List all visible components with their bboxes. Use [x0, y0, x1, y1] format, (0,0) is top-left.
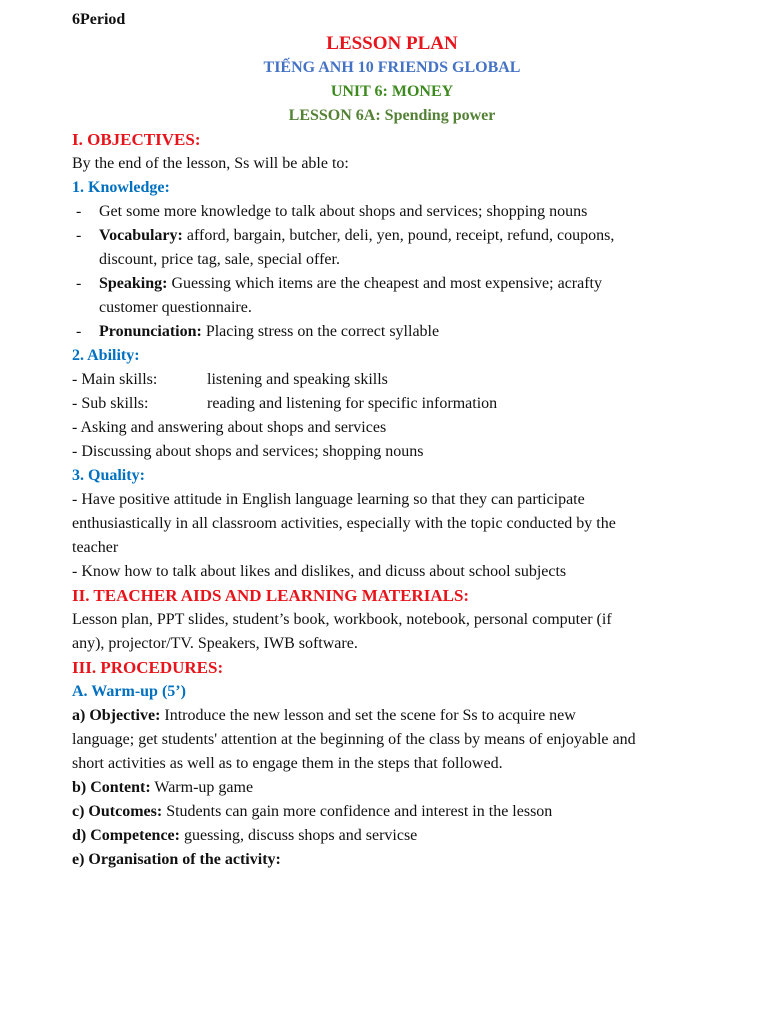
document-title: LESSON PLAN — [326, 33, 458, 54]
knowledge-item-vocabulary — [72, 224, 712, 248]
quality-item-likes: - Know how to talk about likes and dislikes, and dicuss about school subjects — [72, 563, 567, 580]
period-label: 6Period — [72, 11, 126, 28]
sub-skills-text: reading and listening for specific information — [207, 395, 498, 412]
competence-text: guessing, discuss shops and servicse — [179, 827, 418, 844]
course-title: TIẾNG ANH 10 FRIENDS GLOBAL — [263, 59, 521, 76]
quality-item-attitude: - Have positive attitude in English language learning so that they can participate — [72, 491, 585, 508]
content-label: b) Content: — [72, 779, 151, 796]
objectives-intro: By the end of the lesson, Ss will be able to: — [72, 155, 349, 172]
objective-text: Introduce the new lesson and set the scene for Ss to acquire new — [160, 707, 576, 724]
knowledge-item-shops — [72, 200, 712, 224]
knowledge-heading: 1. Knowledge: — [72, 179, 170, 196]
vocabulary-label: Vocabulary: — [99, 227, 183, 244]
sub-skills-label: - Sub skills: — [72, 395, 149, 412]
quality-heading: 3. Quality: — [72, 467, 145, 484]
warmup-competence — [72, 824, 712, 848]
outcomes-label: c) Outcomes: — [72, 803, 163, 820]
knowledge-item-speaking — [72, 272, 712, 296]
warmup-content — [72, 776, 712, 800]
content-text: Warm-up game — [150, 779, 254, 796]
warmup-objective — [72, 704, 712, 728]
main-skills-label: - Main skills: — [72, 371, 158, 388]
quality-item-attitude-continued: enthusiastically in all classroom activities, especially with the topic conducted by the — [72, 515, 616, 532]
vocabulary-text: afford, bargain, butcher, deli, yen, pound, receipt, refund, coupons, — [182, 227, 615, 244]
knowledge-item-text: Get some more knowledge to talk about shops and services; shopping nouns — [99, 203, 588, 220]
outcomes-text: Students can gain more confidence and interest in the lesson — [162, 803, 553, 820]
warmup-outcomes — [72, 800, 712, 824]
ability-sub-skills — [72, 392, 712, 416]
ability-heading: 2. Ability: — [72, 347, 140, 364]
procedures-heading: III. PROCEDURES: — [72, 658, 224, 677]
materials-heading: II. TEACHER AIDS AND LEARNING MATERIALS: — [72, 586, 470, 605]
knowledge-item-pronunciation — [72, 320, 712, 344]
competence-label: d) Competence: — [72, 827, 180, 844]
bullet-dash: - — [76, 227, 82, 244]
ability-main-skills — [72, 368, 712, 392]
bullet-dash: - — [76, 323, 82, 340]
warmup-organisation: e) Organisation of the activity: — [72, 851, 281, 868]
ability-item-asking: - Asking and answering about shops and services — [72, 419, 387, 436]
unit-title: UNIT 6: MONEY — [330, 83, 454, 100]
lesson-title: LESSON 6A: Spending power — [288, 107, 496, 124]
speaking-text-continued: customer questionnaire. — [99, 299, 252, 316]
speaking-text: Guessing which items are the cheapest and most expensive; acrafty — [167, 275, 602, 292]
ability-item-discussing: - Discussing about shops and services; shopping nouns — [72, 443, 424, 460]
warmup-objective-end: short activities as well as to engage them in the steps that followed. — [72, 755, 503, 772]
main-skills-text: listening and speaking skills — [207, 371, 388, 388]
materials-text-continued: any), projector/TV. Speakers, IWB software. — [72, 635, 358, 652]
lesson-plan-page — [72, 8, 712, 872]
warmup-heading: A. Warm-up (5’) — [72, 683, 186, 700]
materials-text: Lesson plan, PPT slides, student’s book, workbook, notebook, personal computer (if — [72, 611, 612, 628]
warmup-objective-continued: language; get students' attention at the beginning of the class by means of enjoyable and — [72, 731, 636, 748]
bullet-dash: - — [76, 203, 82, 220]
objectives-heading: I. OBJECTIVES: — [72, 130, 201, 149]
pronunciation-label: Pronunciation: — [99, 323, 202, 340]
bullet-dash: - — [76, 275, 82, 292]
pronunciation-text: Placing stress on the correct syllable — [201, 323, 440, 340]
objective-label: a) Objective: — [72, 707, 161, 724]
quality-item-attitude-end: teacher — [72, 539, 119, 556]
vocabulary-text-continued: discount, price tag, sale, special offer. — [99, 251, 340, 268]
speaking-label: Speaking: — [99, 275, 168, 292]
